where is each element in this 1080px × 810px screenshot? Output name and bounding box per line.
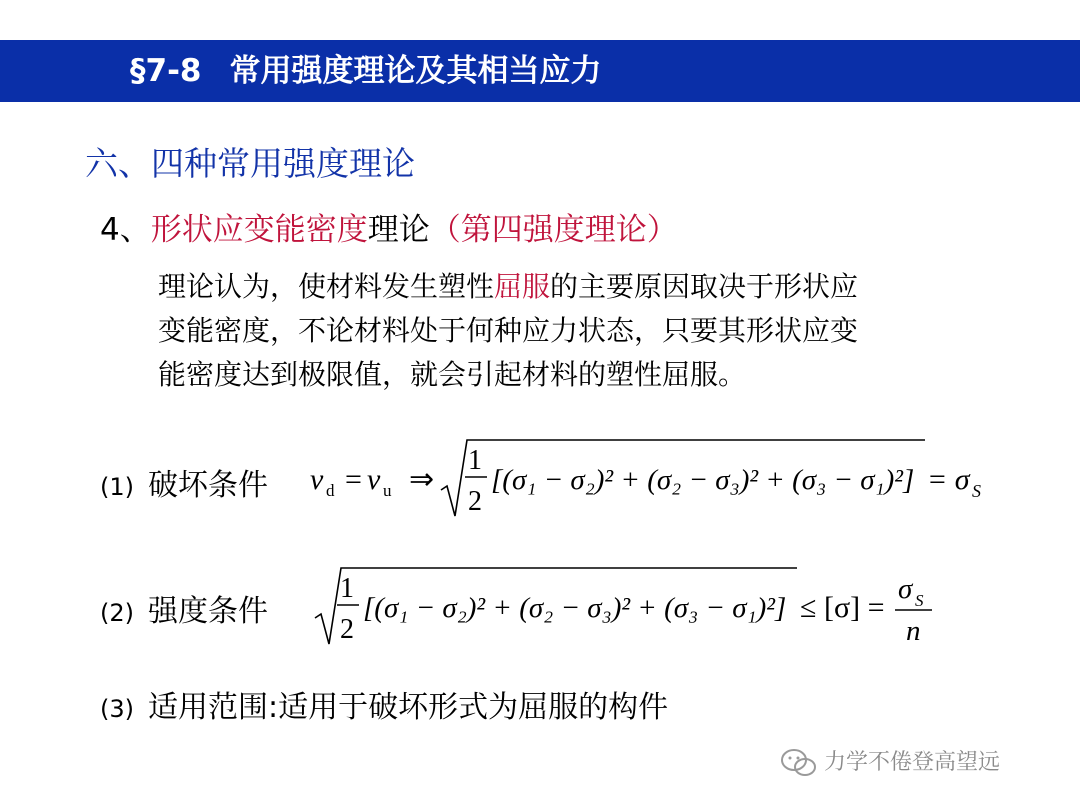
rhs-sigma: = σ	[927, 463, 970, 496]
item-strength-condition	[100, 586, 268, 630]
fraction-numerator: 1	[340, 573, 354, 604]
formula-strength-svg	[310, 560, 950, 652]
watermark-text: 力学不倦登高望远	[824, 750, 1001, 775]
fraction-numerator: 1	[468, 445, 482, 476]
text-segment: 的主要原因取决于形状应	[550, 270, 859, 303]
subheading-red: 形状应变能密度	[150, 212, 368, 248]
item-scope	[100, 682, 668, 726]
formula-failure-svg	[305, 432, 1005, 524]
relation-sign: ≤ [σ] =	[800, 591, 885, 624]
subheading	[100, 204, 678, 249]
item-number: (1)	[100, 473, 134, 501]
stress-expression: [(σ₁ − σ₂)² + (σ₂ − σ₃)² + (σ₃ − σ₁)²]	[491, 464, 915, 496]
implies-arrow: ⇒	[409, 463, 435, 496]
item-label: 适用范围:适用于破坏形式为屈服的构件	[148, 690, 669, 725]
title-bar	[0, 40, 1080, 102]
item-label: 强度条件	[148, 594, 268, 629]
chat-bubbles-icon	[780, 748, 818, 778]
text-segment: 理论认为，使材料发生塑性	[158, 270, 495, 303]
paragraph-line-1	[158, 265, 958, 309]
item-label: 破坏条件	[148, 468, 268, 503]
title-text: 常用强度理论及其相当应力	[229, 53, 602, 89]
subheading-paren: （第四强度理论）	[429, 212, 678, 248]
symbol-v: v	[367, 463, 381, 496]
formula-strength	[310, 560, 950, 656]
watermark	[780, 745, 1000, 778]
highlight-yield: 屈服	[494, 270, 551, 303]
item-number: (3)	[100, 695, 134, 723]
paragraph-line-3: 能密度达到极限值，就会引起材料的塑性屈服。	[158, 358, 747, 391]
item-number: (2)	[100, 599, 134, 627]
formula-failure	[305, 432, 1005, 528]
theory-paragraph	[158, 265, 958, 397]
item-failure-condition	[100, 460, 268, 504]
subscript-s: S	[915, 591, 924, 610]
fraction-denominator: 2	[340, 614, 354, 645]
subheading-number: 4、	[100, 212, 151, 248]
equals-sign: =	[345, 463, 362, 496]
paragraph-line-2: 变能密度，不论材料处于何种应力状态，只要其形状应变	[158, 314, 859, 347]
fraction-denominator: 2	[468, 486, 482, 517]
sigma-s-numerator: σ	[898, 573, 913, 605]
section-heading: 六、四种常用强度理论	[85, 144, 415, 183]
symbol-v: v	[310, 463, 324, 496]
safety-factor-n: n	[906, 615, 921, 647]
slide-title	[130, 40, 602, 102]
subscript-s: S	[972, 481, 981, 501]
stress-expression: [(σ₁ − σ₂)² + (σ₂ − σ₃)² + (σ₃ − σ₁)²]	[363, 592, 787, 624]
section-number: §7-8	[130, 53, 202, 89]
subscript-d: d	[326, 481, 335, 500]
subheading-black: 理论	[367, 212, 430, 248]
subscript-u: u	[383, 481, 392, 500]
